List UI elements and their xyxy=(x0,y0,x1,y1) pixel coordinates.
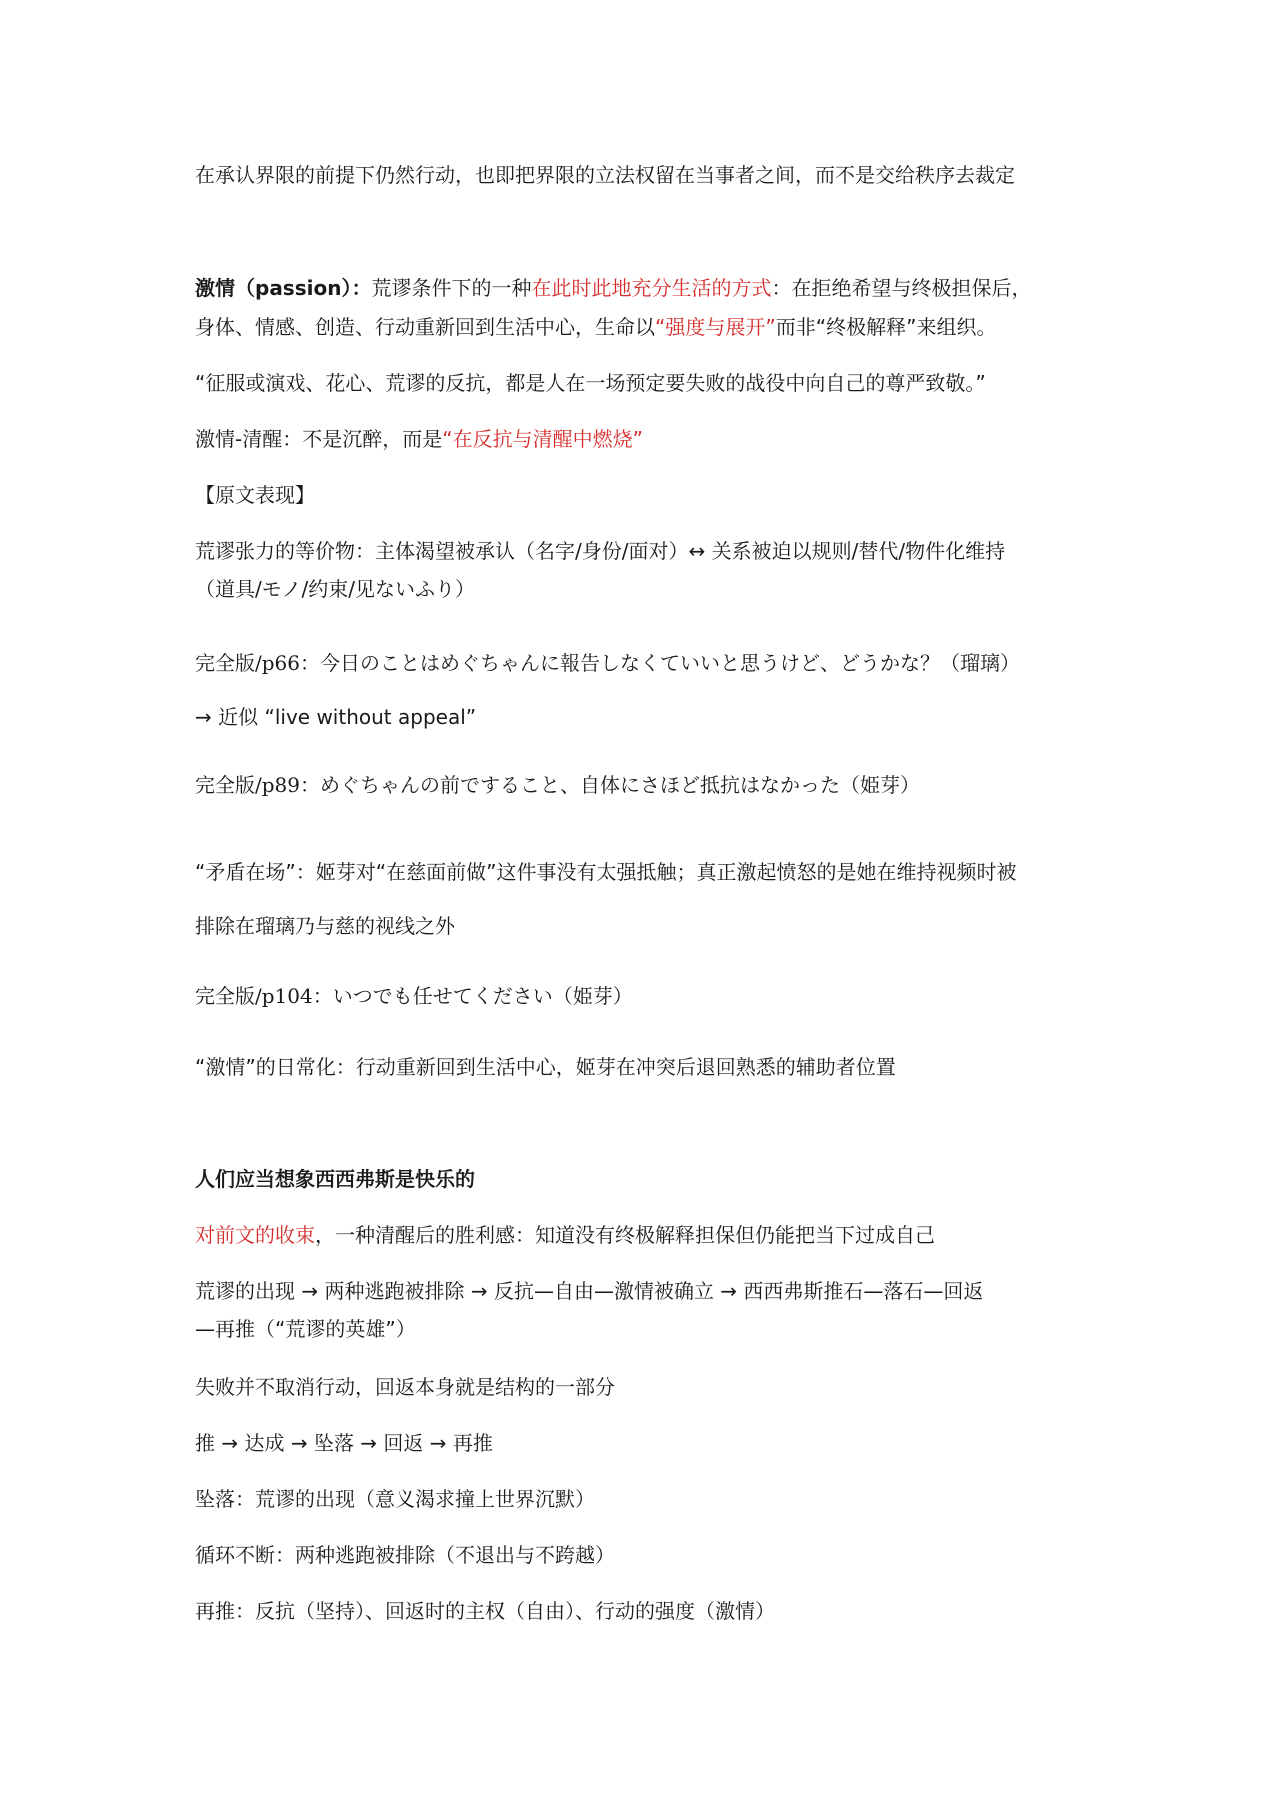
daily-passion: “激情”的日常化：行动重新回到生活中心，姬芽在冲突后退回熟悉的辅助者位置 xyxy=(195,1055,896,1079)
chain-line-1: 荒谬的出现 → 两种逃跑被排除 → 反抗—自由—激情被确立 → 西西弗斯推石—落石—回返 xyxy=(195,1279,984,1303)
passion-line2-highlight: “强度与展开” xyxy=(655,315,776,339)
original-heading: 【原文表现】 xyxy=(195,483,315,507)
loop-note: 循环不断：两种逃跑被排除（不退出与不跨越） xyxy=(195,1543,615,1567)
equivalent-line-2: （道具/モノ/约束/见ないふり） xyxy=(195,577,476,601)
quote-p89: 完全版/p89：めぐちゃんの前ですること、自体にさほど抵抗はなかった（姫芽） xyxy=(195,773,920,797)
repush-note: 再推：反抗（坚持）、回返时的主权（自由）、行动的强度（激情） xyxy=(195,1599,775,1623)
passion-line2-b: 而非“终极解释”来组织。 xyxy=(775,315,997,339)
intro-paragraph: 在承认界限的前提下仍然行动，也即把界限的立法权留在当事者之间，而不是交给秩序去裁定 xyxy=(195,163,1015,187)
passion-line2-a: 身体、情感、创造、行动重新回到生活中心，生命以 xyxy=(195,315,655,339)
quote-p66: 完全版/p66：今日のことはめぐちゃんに報告しなくていいと思うけど、どうかな？（瑠璃） xyxy=(195,651,1020,675)
conclusion-text: ，一种清醒后的胜利感：知道没有终极解释担保但仍能把当下过成自己 xyxy=(315,1223,935,1247)
passion-lucidity xyxy=(195,426,1095,452)
passion-text-a: 荒谬条件下的一种 xyxy=(371,276,532,300)
conclusion-highlight: 对前文的收束 xyxy=(195,1223,315,1247)
cycle-flow: 推 → 达成 → 坠落 → 回返 → 再推 xyxy=(195,1431,493,1455)
passion-definition-line-1 xyxy=(195,275,1095,301)
passion-term: 激情（passion）： xyxy=(195,276,372,300)
sisyphus-heading: 人们应当想象西西弗斯是快乐的 xyxy=(195,1167,475,1191)
fall-note: 坠落：荒谬的出现（意义渴求撞上世界沉默） xyxy=(195,1487,595,1511)
quote-p104: 完全版/p104：いつでも任せてください（姫芽） xyxy=(195,984,633,1008)
conclusion-line xyxy=(195,1222,1095,1248)
quote-p66-note: → 近似 “live without appeal” xyxy=(195,705,477,729)
passion-text-b: ：在拒绝希望与终极担保后， xyxy=(771,276,1032,300)
equivalent-line-1: 荒谬张力的等价物：主体渴望被承认（名字/身份/面对）↔ 关系被迫以规则/替代/物件化维持 xyxy=(195,539,1006,563)
document-page xyxy=(195,0,1095,1811)
lucidity-text: 激情-清醒：不是沉醉，而是 xyxy=(195,427,443,451)
contradiction-line-1: “矛盾在场”：姬芽对“在慈面前做”这件事没有太强抵触；真正激起愤怒的是她在维持视频时被 xyxy=(195,860,1017,884)
failure-note: 失败并不取消行动，回返本身就是结构的一部分 xyxy=(195,1375,615,1399)
lucidity-highlight: “在反抗与清醒中燃烧” xyxy=(442,427,643,451)
passion-highlight: 在此时此地充分生活的方式 xyxy=(531,276,772,300)
chain-line-2: —再推（“荒谬的英雄”） xyxy=(195,1317,416,1341)
passion-definition-line-2 xyxy=(195,314,1095,340)
contradiction-line-2: 排除在瑠璃乃与慈的视线之外 xyxy=(195,914,455,938)
camus-quote: “征服或演戏、花心、荒谬的反抗，都是人在一场预定要失败的战役中向自己的尊严致敬。” xyxy=(195,371,986,395)
